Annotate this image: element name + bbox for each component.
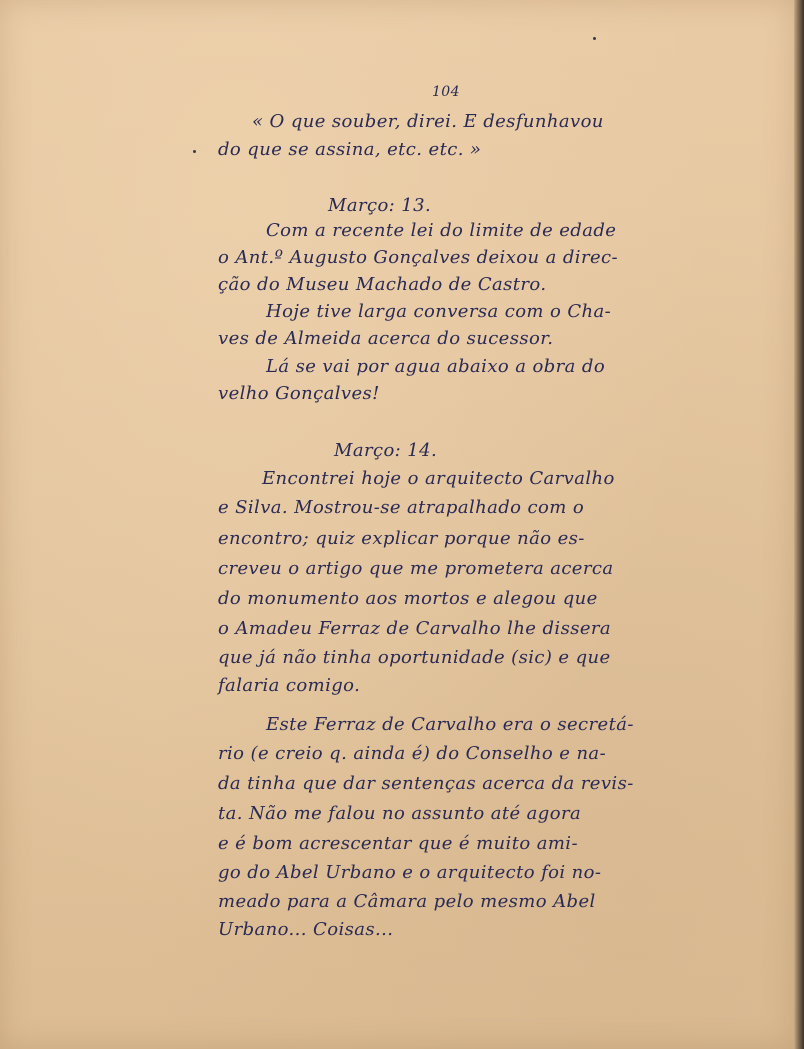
text-line: Lá se vai por agua abaixo a obra do bbox=[266, 356, 606, 377]
text-line: rio (e creio q. ainda é) do Conselho e na- bbox=[218, 743, 607, 764]
text-line: do que se assina, etc. etc. » bbox=[218, 139, 482, 160]
text-line: ta. Não me falou no assunto até agora bbox=[218, 803, 582, 824]
text-line: que já não tinha oportunidade (sic) e que bbox=[218, 647, 611, 668]
text-line: da tinha que dar sentenças acerca da revis- bbox=[218, 773, 634, 794]
text-line: o Amadeu Ferraz de Carvalho lhe dissera bbox=[218, 618, 612, 639]
page-edge-shadow bbox=[794, 0, 804, 1049]
text-line: creveu o artigo que me prometera acerca bbox=[218, 558, 614, 579]
text-line: « O que souber, direi. E desfunhavou bbox=[252, 111, 604, 132]
text-line: do monumento aos mortos e alegou que bbox=[218, 588, 598, 609]
text-line: Hoje tive larga conversa com o Cha- bbox=[266, 301, 612, 322]
text-line: Urbano... Coisas... bbox=[218, 919, 394, 940]
text-line: meado para a Câmara pelo mesmo Abel bbox=[218, 891, 596, 912]
text-line: ção do Museu Machado de Castro. bbox=[218, 274, 547, 295]
text-line: Encontrei hoje o arquitecto Carvalho bbox=[262, 468, 615, 489]
page-number: 104 bbox=[432, 84, 460, 100]
text-line: go do Abel Urbano e o arquitecto foi no- bbox=[218, 862, 602, 883]
text-line: velho Gonçalves! bbox=[218, 383, 380, 404]
text-line: o Ant.º Augusto Gonçalves deixou a direc- bbox=[218, 247, 618, 268]
text-line: e é bom acrescentar que é muito ami- bbox=[218, 833, 578, 854]
date-heading: Março: 14. bbox=[334, 440, 438, 461]
date-heading: Março: 13. bbox=[328, 195, 432, 216]
text-line: Este Ferraz de Carvalho era o secretá- bbox=[266, 714, 634, 735]
text-line: e Silva. Mostrou-se atrapalhado com o bbox=[218, 497, 585, 518]
text-line: encontro; quiz explicar porque não es- bbox=[218, 528, 585, 549]
text-line: Com a recente lei do limite de edade bbox=[266, 220, 617, 241]
text-line: ves de Almeida acerca do sucessor. bbox=[218, 328, 554, 349]
text-line: falaria comigo. bbox=[218, 675, 361, 696]
